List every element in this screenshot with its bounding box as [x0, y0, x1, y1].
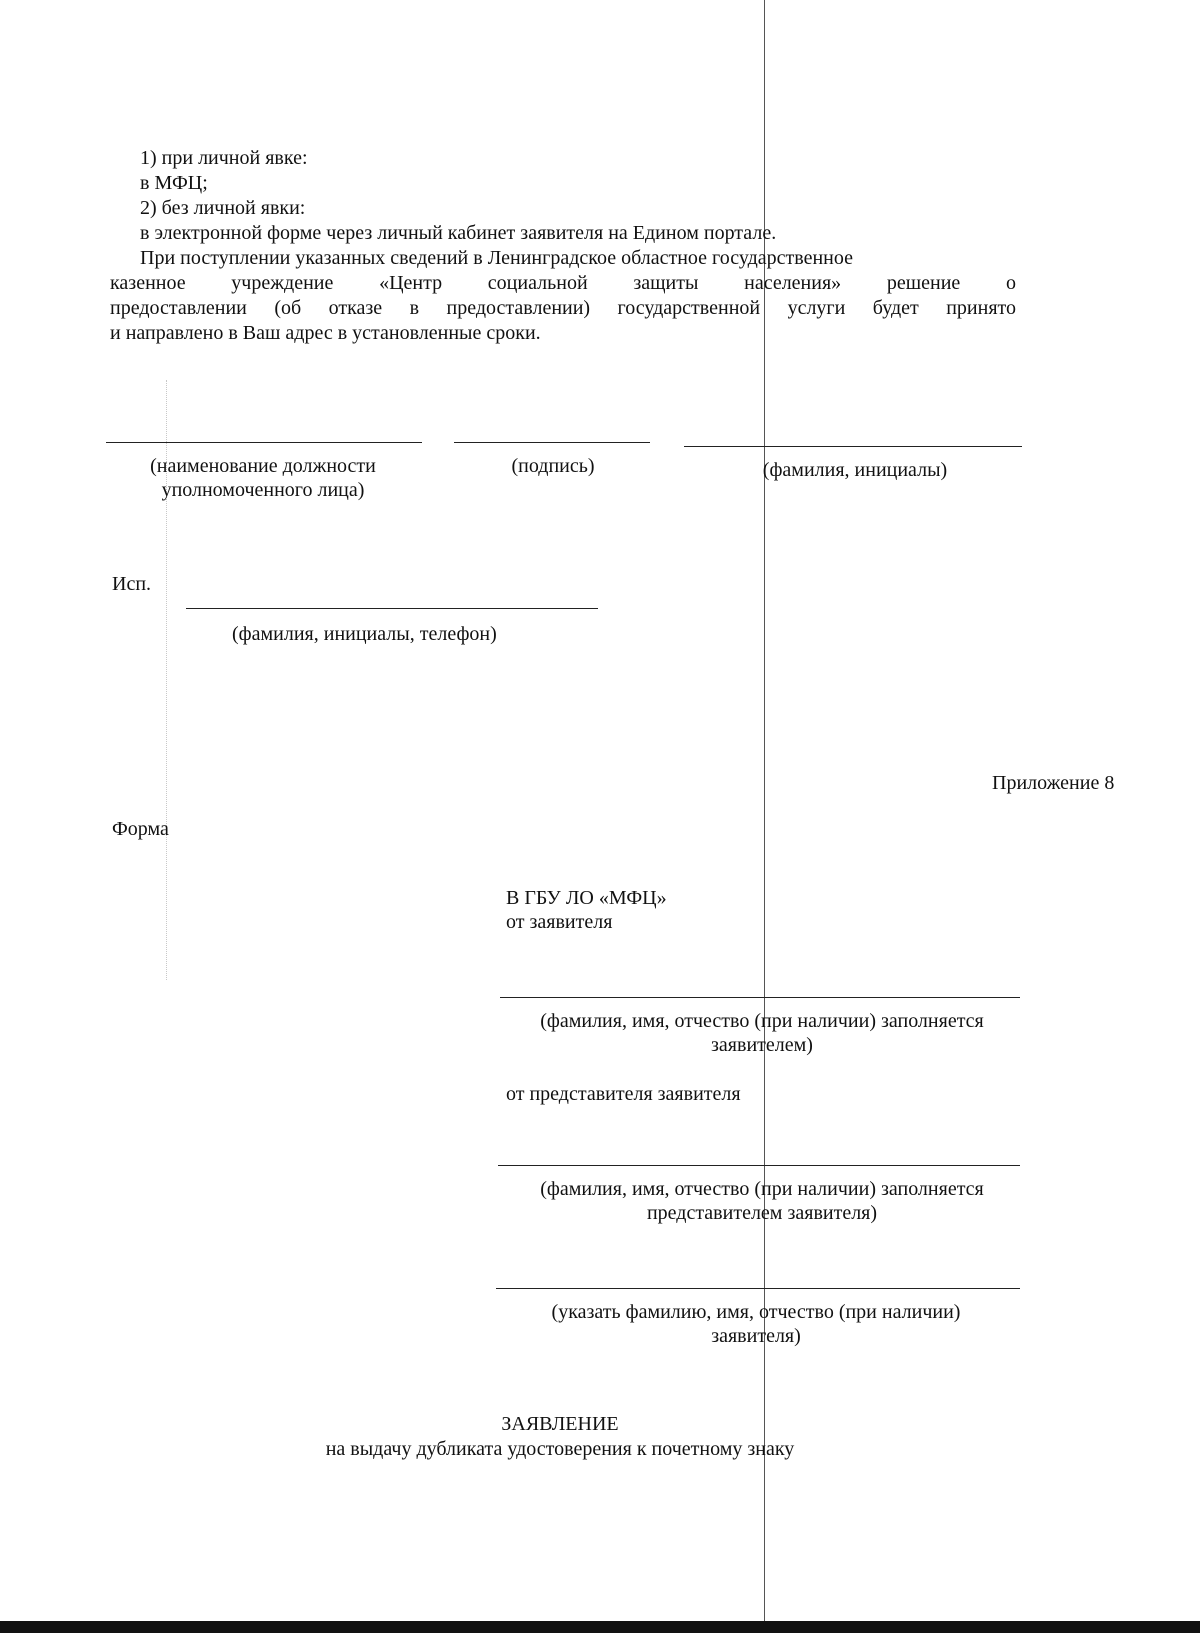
notice-line-3: предоставлении (об отказе в предоставлении) государственной услуги будет принято [110, 297, 1016, 319]
signature-line [454, 442, 650, 443]
executor-line [186, 608, 598, 609]
executor-label: Исп. [112, 573, 152, 595]
addressee-to: В ГБУ ЛО «МФЦ» [506, 887, 667, 909]
statement-title: ЗАЯВЛЕНИЕ [501, 1413, 619, 1435]
signature-caption: (подпись) [511, 455, 595, 477]
statement-subtitle: на выдачу дубликата удостоверения к почетному знаку [325, 1438, 795, 1460]
executor-caption: (фамилия, инициалы, телефон) [232, 623, 497, 645]
name-line [684, 446, 1022, 447]
notice-line-4: и направлено в Ваш адрес в установленные сроки. [110, 322, 541, 344]
position-line [106, 442, 422, 443]
notice-line-1: При поступлении указанных сведений в Ленинградское областное государственное [140, 247, 854, 269]
from-representative: от представителя заявителя [506, 1083, 741, 1105]
addressee-from: от заявителя [506, 911, 613, 933]
representative-line [498, 1165, 1020, 1166]
indicate-line [496, 1288, 1020, 1289]
delivery-item-1a: в МФЦ; [140, 172, 208, 194]
indicate-caption: (указать фамилию, имя, отчество (при наличии) заявителя) [551, 1301, 961, 1347]
position-caption: (наименование должности уполномоченного лица) [150, 455, 376, 501]
delivery-item-2a: в электронной форме через личный кабинет заявителя на Едином портале. [140, 222, 777, 244]
appendix-label: Приложение 8 [992, 772, 1115, 794]
delivery-item-2: 2) без личной явки: [140, 197, 306, 219]
scan-bottom-edge [0, 1621, 1200, 1633]
applicant-line [500, 997, 1020, 998]
form-label: Форма [112, 818, 169, 840]
notice-line-2: казенное учреждение «Центр социальной защиты населения» решение о [110, 272, 1016, 294]
representative-caption: (фамилия, имя, отчество (при наличии) заполняется представителем заявителя) [540, 1178, 984, 1224]
delivery-item-1: 1) при личной явке: [140, 147, 308, 169]
name-caption: (фамилия, инициалы) [762, 459, 948, 481]
applicant-caption: (фамилия, имя, отчество (при наличии) заполняется заявителем) [540, 1010, 984, 1056]
